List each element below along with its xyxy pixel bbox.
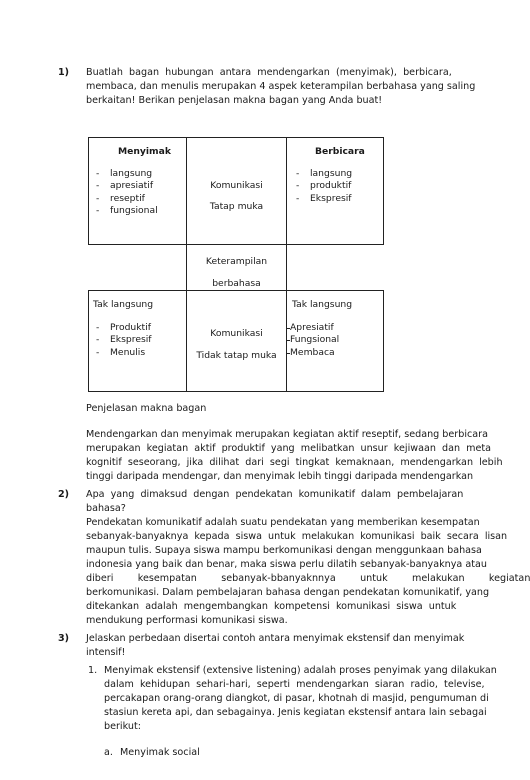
membaca-item: Apresiatif bbox=[286, 322, 339, 334]
center-top-line-1: Komunikasi bbox=[210, 180, 263, 191]
center-bottom-line-1: Komunikasi bbox=[210, 328, 263, 339]
explanation-heading: Penjelasan makna bagan bbox=[86, 403, 207, 414]
q2-answer-line-1: Pendekatan komunikatif adalah suatu pendekatan yang memberikan kesempatan bbox=[86, 517, 480, 528]
menulis-list bbox=[96, 322, 152, 359]
q3-subitem-a-number: a. bbox=[104, 747, 113, 758]
menyimak-list bbox=[96, 168, 158, 218]
q2-question-line-1: Apa yang dimaksud dengan pendekatan komunikatif dalam pembelajaran bbox=[86, 489, 464, 500]
berbicara-item: - produktif bbox=[296, 180, 352, 192]
berbicara-item: - langsung bbox=[296, 168, 352, 180]
explanation-line-1: Mendengarkan dan menyimak merupakan kegiatan aktif reseptif, sedang berbicara bbox=[86, 429, 488, 440]
center-line-2: berbahasa bbox=[212, 278, 261, 289]
menulis-title: Tak langsung bbox=[93, 299, 154, 310]
menulis-item: - Menulis bbox=[96, 347, 152, 359]
q3-item-1-line-1: Menyimak ekstensif (extensive listening) adalah proses penyimak yang dilakukan bbox=[104, 665, 497, 676]
center-line-1: Keterampilan bbox=[205, 256, 268, 267]
q2-answer-line-2: sebanyak-banyaknya kepada siswa untuk melakukan komunikasi baik secara lisan bbox=[86, 531, 508, 542]
berbicara-title: Berbicara bbox=[315, 146, 365, 157]
explanation-line-2: merupakan kegiatan aktif produktif yang melibatkan unsur kejiwaan dan meta bbox=[86, 443, 492, 454]
q3-question-line-2: intensif! bbox=[86, 647, 126, 658]
menulis-item: - Ekspresif bbox=[96, 334, 152, 346]
q2-answer-line-3: maupun tulis. Supaya siswa mampu berkomunikasi dengan menggunkaan bahasa bbox=[86, 545, 482, 556]
explanation-line-4: tinggi daripada mendengar, dan menyimak lebih tinggi daripada mendengarkan bbox=[86, 471, 474, 482]
q3-item-1-line-3: percakapan orang-orang diangkot, di pasar, khotnah di masjid, pengumuman di bbox=[104, 693, 489, 704]
q1-number: 1) bbox=[58, 67, 70, 78]
q2-answer-line-7: ditekankan adalah mengembangkan kompetensi komunikasi siswa untuk bbox=[86, 601, 457, 612]
menyimak-item: - reseptif bbox=[96, 193, 158, 205]
q1-line-2: membaca, dan menulis merupakan 4 aspek keterampilan berbahasa yang saling bbox=[86, 81, 476, 92]
membaca-list bbox=[286, 322, 339, 359]
menulis-item: - Produktif bbox=[96, 322, 152, 334]
q2-answer-line-5: diberi kesempatan sebanyak-bbanyaknnya untuk melakukan kegiatan bbox=[86, 573, 530, 584]
menyimak-item: - fungsional bbox=[96, 205, 158, 217]
menyimak-title: Menyimak bbox=[118, 146, 171, 157]
menyimak-item: - apresiatif bbox=[96, 180, 158, 192]
q3-number: 3) bbox=[58, 633, 70, 644]
q2-question-line-2: bahasa? bbox=[86, 503, 126, 514]
q3-item-1-line-2: dalam kehidupan sehari-hari, seperti mendengarkan siaran radio, televise, bbox=[104, 679, 485, 690]
q2-answer-line-6: berkomunikasi. Dalam pembelajaran bahasa dengan pendekatan komunikatif, yang bbox=[86, 587, 490, 598]
q2-answer-line-8: mendukung performasi komunikasi siswa. bbox=[86, 615, 288, 626]
q2-answer-line-4: indonesia yang baik dan benar, maka siswa perlu dilatih sebanyak-banyaknya atau bbox=[86, 559, 487, 570]
membaca-item: Fungsional bbox=[286, 334, 339, 346]
q1-line-1: Buatlah bagan hubungan antara mendengarkan (menyimak), berbicara, bbox=[86, 67, 452, 78]
center-bottom-line-2: Tidak tatap muka bbox=[196, 350, 277, 361]
q3-item-1-line-4: stasiun kereta api, dan sebagainya. Jenis kegiatan ekstensif antara lain sebagai bbox=[104, 707, 487, 718]
q3-subitem-a: Menyimak social bbox=[120, 747, 200, 758]
q2-number: 2) bbox=[58, 489, 70, 500]
center-top-line-2: Tatap muka bbox=[209, 201, 264, 212]
komunikasi-tidak-tatap-muka-box bbox=[186, 290, 287, 392]
berbicara-list bbox=[296, 168, 352, 205]
menyimak-item: - langsung bbox=[96, 168, 158, 180]
q3-item-1-number: 1. bbox=[88, 665, 98, 676]
q1-line-3: berkaitan! Berikan penjelasan makna bagan yang Anda buat! bbox=[86, 95, 383, 106]
q3-question-line-1: Jelaskan perbedaan disertai contoh antara menyimak ekstensif dan menyimak bbox=[86, 633, 465, 644]
q3-item-1-line-5: berikut: bbox=[104, 721, 141, 732]
membaca-item: Membaca bbox=[286, 347, 339, 359]
explanation-line-3: kognitif seseorang, jika dilihat dari segi tingkat kemaknaan, mendengarkan lebih bbox=[86, 457, 503, 468]
membaca-title: Tak langsung bbox=[292, 299, 353, 310]
berbicara-item: - Ekspresif bbox=[296, 193, 352, 205]
